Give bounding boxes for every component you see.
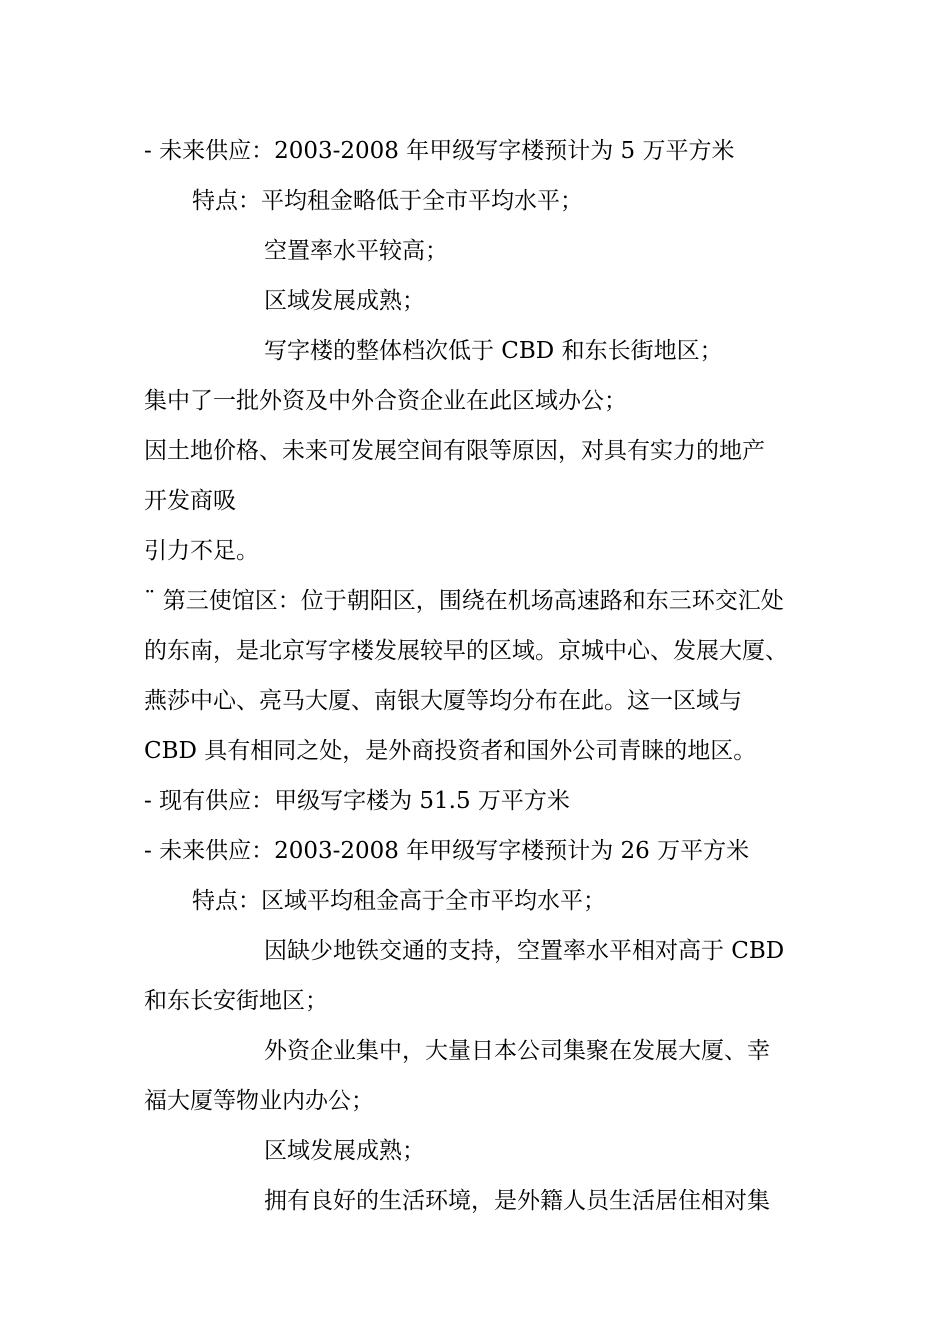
text-line: 区域发展成熟； (264, 1138, 425, 1164)
text-line: 福大厦等物业内办公； (144, 1088, 374, 1114)
text-line: 因缺少地铁交通的支持，空置率水平相对高于 CBD (264, 938, 785, 964)
text-line: 拥有良好的生活环境，是外籍人员生活居住相对集 (264, 1188, 770, 1214)
text-line: 外资企业集中，大量日本公司集聚在发展大厦、幸 (264, 1038, 770, 1064)
text-line: 特点：平均租金略低于全市平均水平； (192, 188, 583, 214)
text-line: ¨ 第三使馆区：位于朝阳区，围绕在机场高速路和东三环交汇处 (144, 588, 784, 614)
text-line: - 未来供应：2003-2008 年甲级写字楼预计为 26 万平方米 (144, 838, 750, 864)
text-line: CBD 具有相同之处，是外商投资者和国外公司青睐的地区。 (144, 738, 757, 764)
text-line: 特点：区域平均租金高于全市平均水平； (192, 888, 606, 914)
text-line: 因土地价格、未来可发展空间有限等原因，对具有实力的地产 (144, 438, 765, 464)
text-line: 的东南，是北京写字楼发展较早的区域。京城中心、发展大厦、 (144, 638, 788, 664)
text-line: - 现有供应：甲级写字楼为 51.5 万平方米 (144, 788, 570, 814)
text-line: 区域发展成熟； (264, 288, 425, 314)
text-line: 集中了一批外资及中外合资企业在此区域办公； (144, 388, 627, 414)
text-line: 和东长安街地区； (144, 988, 328, 1014)
text-line: 开发商吸 (144, 488, 236, 514)
text-line: 空置率水平较高； (264, 238, 448, 264)
text-line: 燕莎中心、亮马大厦、南银大厦等均分布在此。这一区域与 (144, 688, 742, 714)
text-line: 写字楼的整体档次低于 CBD 和东长街地区； (264, 338, 723, 364)
text-line: 引力不足。 (144, 538, 259, 564)
text-line: - 未来供应：2003-2008 年甲级写字楼预计为 5 万平方米 (144, 138, 735, 164)
